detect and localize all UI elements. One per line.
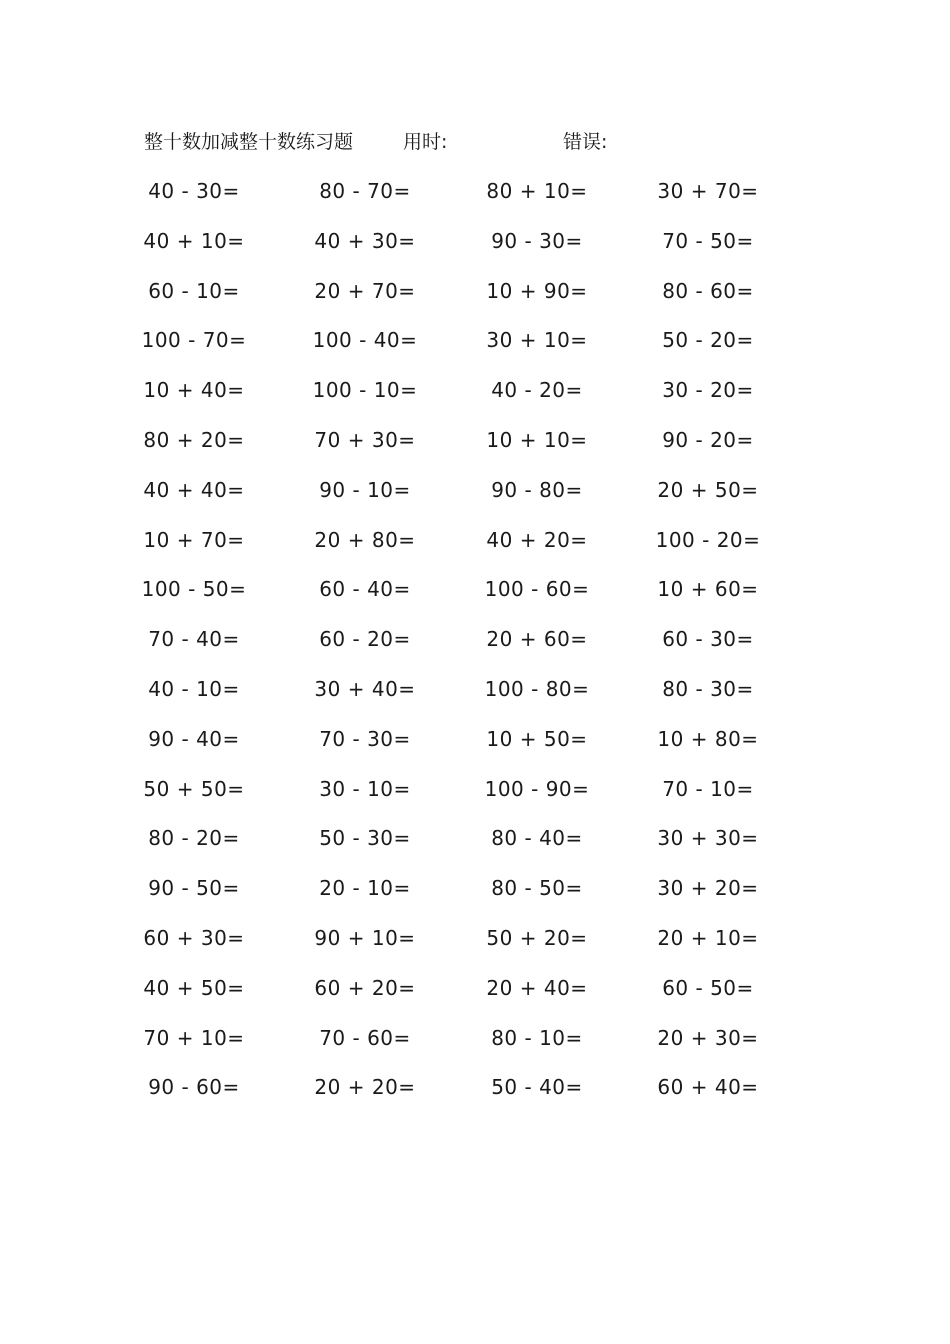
problem-item: 40 - 20= xyxy=(491,378,583,403)
problem-item: 100 - 80= xyxy=(484,676,590,701)
problem-row xyxy=(0,919,950,969)
problem-item: 50 - 20= xyxy=(662,328,754,353)
problem-item: 100 - 60= xyxy=(484,577,590,602)
problem-grid xyxy=(0,172,950,1118)
problem-item: 80 - 50= xyxy=(491,876,583,901)
problem-item: 40 + 30= xyxy=(314,228,416,253)
problem-row xyxy=(0,819,950,869)
problem-item: 40 + 10= xyxy=(143,228,245,253)
problem-row xyxy=(0,172,950,222)
error-label: 错误: xyxy=(563,131,608,153)
problem-item: 30 - 10= xyxy=(319,776,411,801)
problem-row xyxy=(0,720,950,770)
problem-item: 90 - 50= xyxy=(148,876,240,901)
problem-item: 20 + 50= xyxy=(657,477,759,502)
problem-row xyxy=(0,272,950,322)
problem-item: 60 - 10= xyxy=(148,278,240,303)
problem-item: 30 + 70= xyxy=(657,179,759,203)
problem-item: 100 - 50= xyxy=(141,577,247,602)
problem-item: 60 - 40= xyxy=(319,577,411,602)
problem-item: 100 - 10= xyxy=(312,378,418,403)
problem-item: 70 + 10= xyxy=(143,1025,245,1050)
problem-item: 60 + 20= xyxy=(314,975,416,1000)
problem-row xyxy=(0,620,950,670)
problem-item: 70 + 30= xyxy=(314,427,416,452)
problem-item: 60 - 30= xyxy=(662,627,754,652)
problem-item: 90 + 10= xyxy=(314,925,416,950)
problem-item: 60 - 20= xyxy=(319,627,411,652)
problem-row xyxy=(0,421,950,471)
problem-item: 20 + 30= xyxy=(657,1025,759,1050)
problem-item: 20 - 10= xyxy=(319,876,411,901)
problem-row xyxy=(0,471,950,521)
problem-item: 10 + 40= xyxy=(143,378,245,403)
problem-item: 10 + 70= xyxy=(143,527,245,552)
problem-item: 100 - 40= xyxy=(312,328,418,353)
problem-item: 90 - 20= xyxy=(662,427,754,452)
problem-item: 40 + 20= xyxy=(486,527,588,552)
problem-item: 20 + 40= xyxy=(486,975,588,1000)
problem-item: 80 + 20= xyxy=(143,427,245,452)
problem-row xyxy=(0,770,950,820)
problem-item: 90 - 60= xyxy=(148,1075,240,1100)
problem-item: 20 + 20= xyxy=(314,1075,416,1100)
problem-row xyxy=(0,969,950,1019)
problem-item: 10 + 50= xyxy=(486,726,588,751)
problem-item: 90 - 80= xyxy=(491,477,583,502)
problem-item: 100 - 70= xyxy=(141,328,247,353)
problem-row xyxy=(0,570,950,620)
problem-item: 80 - 60= xyxy=(662,278,754,303)
problem-row xyxy=(0,371,950,421)
problem-item: 20 + 80= xyxy=(314,527,416,552)
problem-item: 60 + 30= xyxy=(143,925,245,950)
problem-item: 70 - 30= xyxy=(319,726,411,751)
problem-item: 80 - 40= xyxy=(491,826,583,851)
problem-item: 40 + 40= xyxy=(143,477,245,502)
problem-item: 10 + 80= xyxy=(657,726,759,751)
problem-row xyxy=(0,321,950,371)
problem-item: 100 - 90= xyxy=(484,776,590,801)
time-label: 用时: xyxy=(403,131,448,153)
problem-item: 60 + 40= xyxy=(657,1075,759,1100)
problem-item: 10 + 60= xyxy=(657,577,759,602)
problem-item: 40 - 10= xyxy=(148,676,240,701)
problem-item: 10 + 10= xyxy=(486,427,588,452)
problem-row xyxy=(0,1068,950,1118)
problem-item: 10 + 90= xyxy=(486,278,588,303)
problem-item: 70 - 40= xyxy=(148,627,240,652)
problem-item: 30 + 10= xyxy=(486,328,588,353)
problem-item: 50 - 40= xyxy=(491,1075,583,1100)
problem-item: 60 - 50= xyxy=(662,975,754,1000)
problem-item: 80 - 30= xyxy=(662,676,754,701)
problem-item: 30 + 30= xyxy=(657,826,759,851)
problem-item: 30 + 20= xyxy=(657,876,759,901)
problem-row xyxy=(0,869,950,919)
problem-item: 50 + 20= xyxy=(486,925,588,950)
problem-item: 20 + 60= xyxy=(486,627,588,652)
problem-item: 30 + 40= xyxy=(314,676,416,701)
problem-row xyxy=(0,1019,950,1069)
problem-item: 80 + 10= xyxy=(486,179,588,203)
problem-item: 40 - 30= xyxy=(148,179,240,203)
problem-item: 40 + 50= xyxy=(143,975,245,1000)
problem-item: 20 + 70= xyxy=(314,278,416,303)
worksheet-header xyxy=(0,128,950,156)
problem-item: 20 + 10= xyxy=(657,925,759,950)
problem-row xyxy=(0,670,950,720)
problem-item: 70 - 60= xyxy=(319,1025,411,1050)
problem-item: 90 - 40= xyxy=(148,726,240,751)
problem-item: 80 - 70= xyxy=(319,179,411,203)
worksheet-title: 整十数加减整十数练习题 xyxy=(144,131,354,153)
problem-item: 90 - 30= xyxy=(491,228,583,253)
problem-row xyxy=(0,222,950,272)
problem-item: 50 - 30= xyxy=(319,826,411,851)
problem-item: 80 - 10= xyxy=(491,1025,583,1050)
problem-item: 80 - 20= xyxy=(148,826,240,851)
problem-item: 50 + 50= xyxy=(143,776,245,801)
problem-item: 90 - 10= xyxy=(319,477,411,502)
problem-item: 70 - 50= xyxy=(662,228,754,253)
problem-item: 100 - 20= xyxy=(655,527,761,552)
problem-item: 30 - 20= xyxy=(662,378,754,403)
problem-row xyxy=(0,521,950,571)
problem-item: 70 - 10= xyxy=(662,776,754,801)
